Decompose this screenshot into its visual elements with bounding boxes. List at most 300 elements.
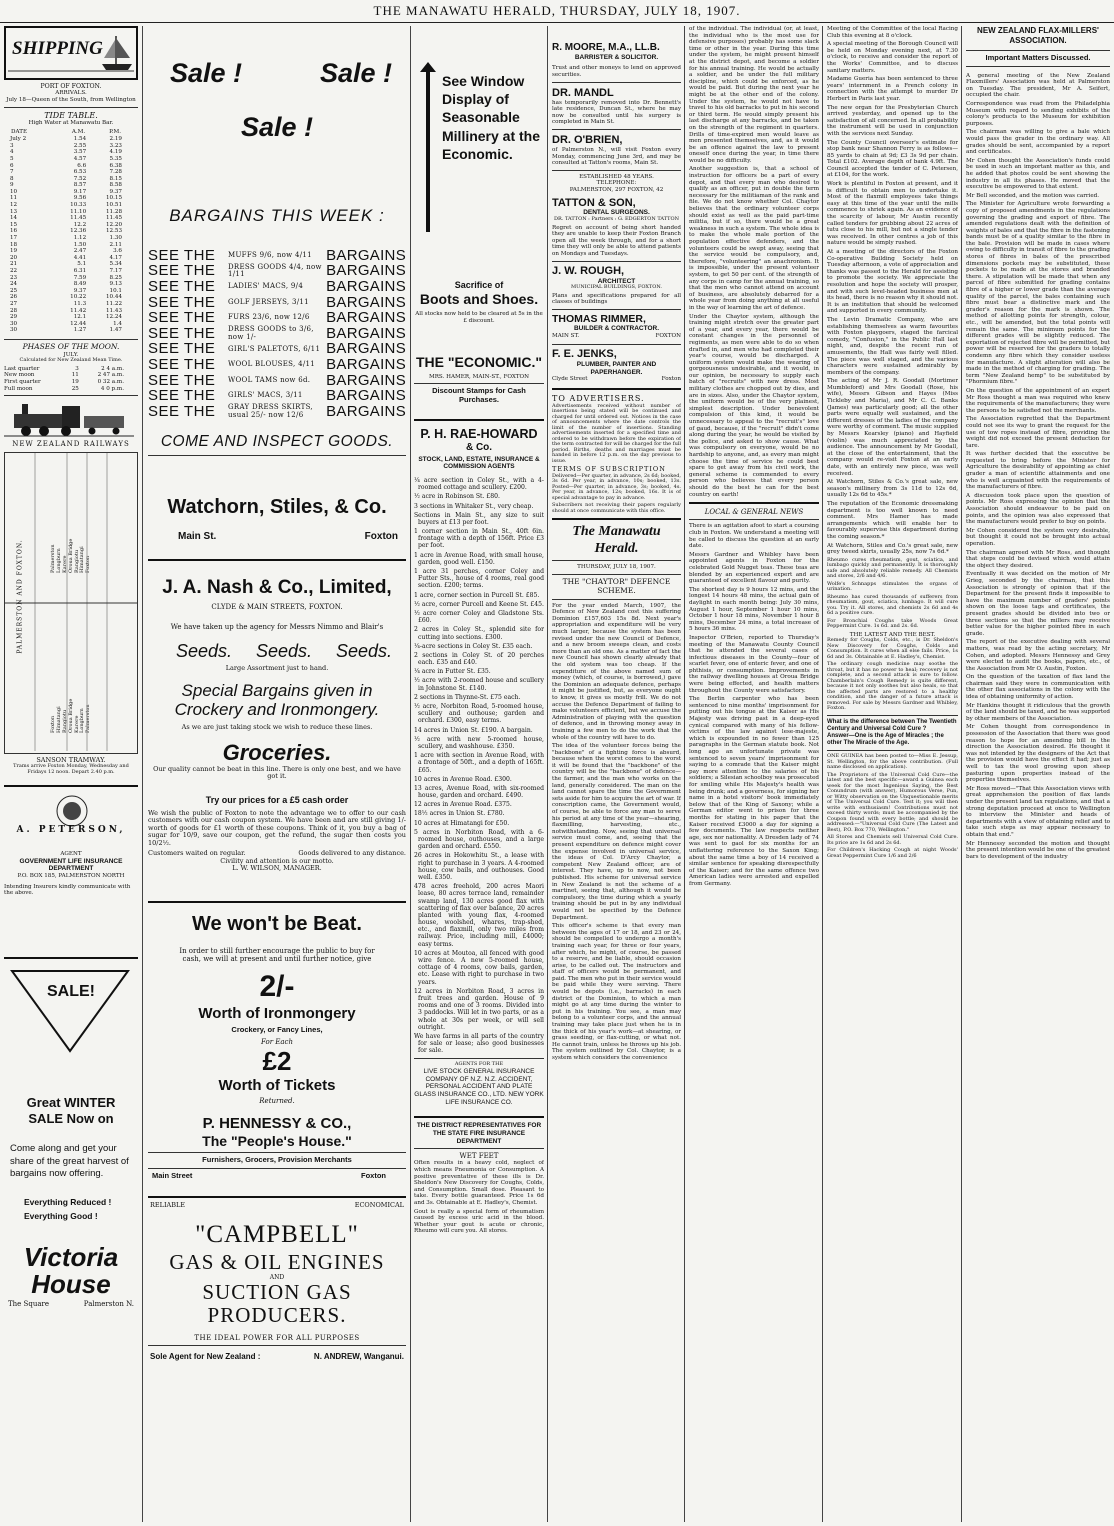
station-name: Longburn (79, 707, 86, 733)
tide-cell: 12.53 (105, 228, 122, 235)
moon-cell: Last quarter (4, 365, 40, 372)
flax-paragraph: Mr Cohen considered the system very desirable, but thought it could not be brought into actual operation. (966, 527, 1110, 547)
tide-row (10, 202, 122, 209)
sanson-tramway-title: SANSON TRAMWAY. (36, 755, 106, 764)
hennessy-town: Foxton (361, 1171, 386, 1181)
railways-title: NEW ZEALAND RAILWAYS (12, 440, 130, 449)
flaxmillers-subtitle: Important Matters Discussed. (985, 52, 1091, 62)
property-listing: 26 acres in Hokowhitu St., a lease with right to purchase in 3 years. A 4-roomed house, cow bails, and outhouses. Good well. £350. (414, 852, 544, 881)
tide-cell: 3 (10, 142, 14, 149)
tide-cell: 7.52 (73, 175, 87, 182)
tide-cell: 4.17 (109, 254, 122, 261)
editorial-paragraph: of the individual. The individual (or, at least, the individual who is the most use for defensive purposes) probably has some slack time or other in the year. During this time under the system, he might present himself at the district depot, and become a soldier for his annual training. He would be actually a soldier, and be under the full military discipline, which could be enforced, as he would be paid. But during the next year he might be at the other end of the colony. Under the system, he would not have to travel to his old barracks to put in his second or third term. He would simply present his last discharge at any barracks, and be taken on the strength of the regiment in quarters. Drills of time-expired men would leave as men presented themselves, and, as it would be an offence against the law to present oneself once during the year, in time there would be no difficulty. (689, 26, 819, 164)
bargain-list (148, 248, 406, 420)
tide-cell: 2.47 (73, 248, 87, 255)
flax-paragraph: The report of the executive dealing with several matters, was read by the acting secretary, Mr Cohen, and adopted. Messrs Hennessy and Grey were elected to audit the books, papers, etc., of the Association from Mr O. Austin, Foxton. (966, 639, 1110, 672)
herald-nameplate: The Manawatu Herald. (572, 524, 661, 556)
latest-best-title: THE LATEST AND THE BEST. (849, 631, 936, 638)
advert-paragraph: For Bronchial Coughs take Woods Great Peppermint Cure. 1s 6d. and 2s. 6d. (827, 617, 958, 630)
victoria-town: Palmerston N. (83, 1300, 134, 1309)
tide-cell: 10.15 (105, 195, 122, 202)
bargain-row (148, 373, 406, 389)
come-inspect-text: COME AND INSPECT GOODS. (160, 433, 394, 451)
flaxmillers-title: NEW ZEALAND FLAX-MILLERS' ASSOCIATION. (977, 26, 1099, 46)
tide-cell: 5.35 (109, 155, 122, 162)
news-paragraph: At Watchorn, Stiles & Co.'s great sale, new season's millinery from 3s 11d to 12s 6d, usually 12s 6d to 45s.* (827, 479, 958, 499)
station-name: Himatangi (79, 545, 86, 573)
tide-cell: 10.44 (105, 294, 122, 301)
chaytor-title: THE "CHAYTOR" DEFENCE SCHEME. (562, 576, 671, 595)
cold-cure-answer: Answer—One is the Age of Miracles ; the other The Miracle of the Age. (827, 732, 944, 747)
column-rule (547, 26, 548, 1522)
see-the-label: SEE THE (148, 356, 216, 374)
tide-row (10, 314, 122, 321)
reliable-label: RELIABLE (150, 1201, 186, 1210)
rae-howard-name: P. H. RAE-HOWARD (420, 427, 538, 442)
bargain-row (148, 404, 406, 420)
property-listing: ½ acre corner Coley and Gladstone Sts. £60. (414, 609, 544, 625)
rimmer-name: THOMAS RIMMER, (552, 312, 646, 325)
news-paragraph: The shortest day is 9 hours 12 mins, and the longest 14 hours 48 mins, the actual gain of daylight in each month being: July 30 mins, August 1 hour, September 1 hour 10 mins, October 1 hour 18 mins, November 1 hour 8 mins, December 24 mins, a total increase of 5 hours 36 mins. (689, 586, 819, 633)
property-listing: 14 acres in Union St. £190. A bargain. (414, 726, 533, 734)
property-listing: ½ acre in Robinson St. £80. (414, 493, 500, 501)
news-paragraph: There is an agitation afoot to start a coursing club in Foxton. We understand a meeting will be called to discuss the question at an early date. (689, 523, 819, 550)
property-listing: 2 acres in Coley St., splendid site for cutting into sections. £300. (414, 626, 544, 641)
winter-sale-title: Great WINTER SALE Now on (26, 1094, 116, 1127)
tide-row (10, 209, 122, 216)
tide-cell: 20 (10, 254, 18, 261)
tide-cell: 1.27 (73, 327, 87, 334)
flax-paragraph: The Minister for Agriculture wrote forwarding a copy of proposed amendments in the regulations governing the grading and export of fibre. The amended regulations dealt with the definition of weights of bales and that the fibre in the fastening bands must be of a quality similar to the fibre in the bale. Provision will be made in cases where owing to difficulty in transit of fibre to the grading stores of fibres in bales of the prescribed dimensions pockets may be substituted, these pockets to be made at the stores and branded there. A stipulation will be made that when any parcel of fibre submitted for grading contains fibre of a higher or lower grade than the average quality of the parcel, the bales containing such fibre must bear a distinctive mark and the grader's reason for the mark is shown. The method of allotting points for strength, colour, etc., will be amended, but the total points will remain the same. The minimum points for the different grades will be slightly reduced. The exportation of rejected fibre will be permitted, but power will be reserved for the graders to totally condemn any fibre which they consider useless for manufacture. A slight alteration will also be made in the method of charging for grading. The term "New Zealand hemp" to be substituted by "Phormium fibre." (966, 201, 1110, 386)
moon-cell: New moon (4, 372, 35, 379)
moore-name: R. MOORE, M.A., LL.B. (552, 42, 660, 53)
tide-cell: 11 (10, 195, 18, 202)
window-display-text: See Window Display of Seasonable Millinery at the Economic. (442, 73, 541, 162)
jenks-street: Clyde Street (552, 376, 588, 383)
property-listing: 5 acres in Norbiton Road, with a 6-roomed house, outhouses, and a large garden and orchard. £550. (414, 828, 544, 851)
flax-paragraph: Mr Hennessy seconded the motion and thought the present intention would be one of the greatest bars to development of the industry (966, 840, 1110, 860)
column-rule (410, 26, 411, 1522)
editorial-paragraph: Under the Chaytor system, although the training might stretch over the greater part of a year, and every year, there would be constant changes in the personnel of regiments, as men were able to do so when drafted in, and men who had completed their year's course, would be discharged. A uniform system would make the wearing of gorgeousness undesirable, and it would, in our opinion, be necessary to supply each batch of "recruits" with new dress. Most military clothes are chopped out by dies, and are in sizes. Also, under the Chaytor system, the uniform would be of the very plainest, simplest description. Under benevolent compulsion of this kind, it would be unnecessary to appeal to the "recruit's" love of gaud, because, if the "recruit" didn't come along during the year, he would be visited by the police, and asked to show cause. What was compulsory on everyone, would be no hardship to anyone, and, as every man might choose the time of service he could best spare to get away from his civil work, the general scheme is commended to every person who believes that every person should do the best he can for the best country on earth! (689, 313, 819, 498)
tide-cell: 9.13 (109, 281, 122, 288)
seeds-3: Seeds. (336, 641, 393, 662)
tide-cell: 7.28 (109, 169, 122, 176)
see-the-label: SEE THE (148, 293, 216, 311)
rae-howard-co: & Co. (465, 441, 493, 453)
shipping-banner (4, 26, 138, 80)
agents-list: LIVE STOCK GENERAL INSURANCE COMPANY OF N.Z. N.Z. ACCIDENT, PERSONAL ACCIDENT AND PLATE GLASS INSURANCE CO., LTD. NEW YORK LIFE INSURANCE CO. (414, 1067, 544, 1106)
property-listing: ½ acre, Norbiton Road, 5-roomed house, scullery and outhouse; garden and orchard. £300, easy terms. (414, 703, 544, 725)
moon-cell: 25 (71, 385, 79, 392)
tide-row (10, 136, 122, 143)
tide-cell: 6.6 (77, 162, 87, 169)
wet-feet-text: Often results in a heavy cold, neglect of which means Pneumonia or Consumption. A positive preventative of these ills is Dr. Sheldon's New Discovery for Coughs, Colds, and Consumption. Small dose. Pleasant to take. Every bottle guaranteed. Price 1s 6d and 3s. Obtainable at E. Hadley's, Chemist. (414, 1160, 544, 1207)
flax-paragraph: A discussion took place upon the question of points. Mr Ross expressing the opinion that the Association should endeavour to be paid on points, and the opinion was also expressed that the manufacturers would prefer to buy on points. (966, 492, 1110, 526)
telephone-numbers: PALMERSTON, 297 FOXTON, 42 (569, 186, 664, 193)
tide-cell: 10.22 (70, 294, 87, 301)
see-the-label: SEE THE (148, 309, 216, 327)
see-the-label: SEE THE (148, 262, 216, 280)
flax-paragraph: Mr Ross moved—"That this Association views with great apprehension the position of flax lands under the present land tax regulations, and that a strong deputation proceed at once to Wellington to interview the Minister and heads of departments with a view of obtaining relief and to take such steps as may appear necessary to obtain that end." (966, 785, 1110, 838)
tide-cell: 27 (10, 300, 18, 307)
property-listing: 13 acres, Avenue Road, with six-roomed house, garden and orchard. £490. (414, 784, 544, 800)
property-listings (414, 477, 544, 1055)
column-shipping-rail (4, 26, 138, 1524)
chaytor-paragraph: The idea of the volunteer forces being the "backbone" of a fighting force is absurd, because when the worst comes to the worst it will be found that the "backbone" of the country will be the "backbone" of defence—the farmer, and the man who works on the land, generally considered. The man on the land cannot spare the time the Government sets aside for him to acquire the art of war. If conscription came, the Government would, of course, be able to force any man to serve his period at any time of the year—shearing, flaxmilling, harvesting, etc., notwithstanding. Now, seeing that universal service must come, and, seeing that the present expenditure on defence might cover the expense involved in universal service, the ideas of Col. D'Arcy Chaytor, a competent New Zealand officer, are of interest. They have, up to now, not been published. His scheme for universal service in New Zealand is not the scheme of a martinet, seeing that, although it would be compulsory, the time during which a yearly training should be put in by any individual would not be specified by the Defence Department. (552, 743, 681, 921)
tide-cell: 8.15 (109, 175, 122, 182)
tide-cell: 29 (10, 314, 18, 321)
arrow-icon (418, 62, 438, 242)
victoria-house-logo: Victoria House (23, 1241, 119, 1299)
rough-role: ARCHITECT (597, 277, 636, 285)
tide-cell: 10.1 (109, 287, 122, 294)
local-news-title: LOCAL & GENERAL NEWS (704, 508, 804, 517)
tide-cell: 11.45 (70, 215, 87, 222)
tide-cell: 6.31 (73, 268, 87, 274)
tide-cell: 5 (10, 155, 14, 162)
bargains-label: BARGAINS (326, 246, 406, 264)
property-listing: 1 acre, corner section in Purcell St. £85. (414, 591, 540, 599)
try-prices-heading: Try our prices for a £5 cash order (205, 794, 349, 805)
tide-cell: 2.11 (109, 241, 122, 248)
rae-howard-sub: STOCK, LAND, ESTATE, INSURANCE & COMMISSION AGENTS (418, 455, 540, 471)
tide-row (10, 149, 122, 156)
moon-phases-title: PHASES OF THE MOON. (22, 341, 120, 351)
flax-paragraph: The Association regretted that the Department could not see its way to grant the request for the use of tow ropes instead of fibre, providing the weight did not exceed the present deduction for tare. (966, 416, 1110, 449)
moon-row (4, 372, 124, 379)
furnishers-text: Furnishers, Grocers, Provision Merchants (202, 1155, 352, 1165)
tide-cell: 1.30 (109, 235, 122, 242)
rough-text: Plans and specifications prepared for all classes of buildings (552, 292, 681, 306)
tatton-partners: DR. TATTON : Partners : G. EDGERTON TATTON (554, 216, 679, 223)
advert-paragraph: All Stores and Chemists sell Universal Cold Cure. Its price are 1s 6d and 2s 6d. (827, 834, 958, 846)
moon-month: JULY. (63, 351, 79, 358)
sale-heading-3: Sale ! (240, 112, 314, 142)
advert-paragraph: The Proprietors of the Universal Cold Cure—the latest and the best specific—award a Guinea each week for the most Ingenious Saying, the Best Conundrum (with answer), Humorous Verse, Pun, or Witty observation on the Unquestionable merits of The Universal Cold Cure. Test it; you will then write with enthusiasm! Contributions must not exceed thirty words; must be accompanied by the Coupon found with every bottle; and should be addressed:—"Universal Cold Cure (The Latest and Best), P.O. Box 770, Wellington." (827, 771, 958, 833)
wont-be-beat: We won't be Beat. (192, 913, 362, 936)
tide-cell: 4.57 (73, 155, 87, 162)
see-the-label: SEE THE (148, 402, 216, 420)
tide-header-cell: A.M. (71, 128, 86, 135)
mandl-name: DR. MANDL (552, 86, 614, 99)
property-listing: ¼-acre sections in Coley St. £35 each. (414, 642, 533, 650)
tide-cell: 6.38 (109, 162, 122, 169)
timetable-grid (5, 453, 137, 751)
tide-cell: 5.34 (109, 261, 122, 268)
jenks-name: F. E. JENKS, (552, 347, 617, 360)
sale-badge-text: SALE! (47, 982, 95, 1000)
tide-cell: 12.36 (70, 228, 87, 235)
tide-cell: 2.19 (109, 136, 122, 143)
tide-cell: 9.37 (109, 188, 122, 195)
rough-name: J. W. ROUGH, (552, 264, 625, 277)
peterson-name: A. PETERSON, (16, 825, 126, 836)
tide-row (10, 261, 122, 268)
tide-cell: 9.56 (73, 195, 87, 202)
bargain-item: MUFFS 9/6, now 4/11 (228, 251, 312, 260)
tide-row (10, 182, 122, 189)
editorial-paragraph: Another suggestion is, that a school of instruction for officers be a part of every depot, and that every man who desired to qualify as an officer, put in double the term necessary for the militiaman of the rank and file. We do not know whether Col. Chaytor believes that the ordinary volunteer corps should exist as well as the paid part-time militia, but if so, there would be a great weakness in such a system. The whole idea is to make the whole male portion of the population effective defenders, and the volunteers could be swept away, seeing that the service would be compulsory, and, therefore, "volunteering" an anachronism. It is impossible, under the present volunteer system, to get 50 per cent. of the strength of any corps in camp for the annual training, so that the men who cannot attend on account of business, are absolutely debarred for a whole year from doing anything at all useful in the way of learning the art of defence. (689, 166, 819, 311)
sacrifice-label: Sacrifice of (454, 280, 504, 290)
district-representatives: THE DISTRICT REPRESENTATIVES FOR THE STATE FIRE INSURANCE DEPARTMENT (416, 1122, 542, 1145)
tide-cell: 11.43 (105, 307, 122, 314)
tide-cell: 9 (10, 182, 14, 189)
moon-cell: 0 32 a.m. (97, 379, 124, 386)
property-listing: Sections in Main St., any size to suit buyers at £13 per foot. (414, 511, 544, 526)
tide-cell: 25 (10, 287, 18, 294)
established-text: ESTABLISHED 48 YEARS. (579, 173, 654, 180)
moore-role: BARRISTER & SOLICITOR. (574, 53, 659, 61)
tide-cell: 11.3 (73, 300, 87, 307)
gout-text: Gout is really a special form of rheumatism caused by excess uric acid in the blood. Whether your gout is acute or chronic, Rheumo will cure you. All stores. (414, 1208, 544, 1235)
bargains-label: BARGAINS (326, 387, 406, 405)
see-the-label: SEE THE (148, 371, 216, 389)
obrien-name: DR. O'BRIEN, (552, 133, 623, 146)
property-listing: ½ acre with 2-roomed house and scullery in Johnstone St. £140. (414, 677, 544, 692)
advert-paragraph: Rheumo has cured thousands of sufferers from rheumatism, gout, sciatica, lumbago. It will cure you. Try it. All stores, and chemists 2s 6d and 4s 6d a positive cure. (827, 593, 958, 617)
see-the-label: SEE THE (148, 246, 216, 264)
bargain-row (148, 264, 406, 280)
tide-cell: 16 (10, 228, 18, 235)
bargain-item: GRAY DRESS SKIRTS, usual 25/- now 12/6 (228, 403, 313, 419)
bargains-title: BARGAINS THIS WEEK : (169, 205, 385, 225)
tide-header-cell: P.M. (109, 128, 121, 135)
dental-surgeons: DENTAL SURGEONS. (583, 209, 650, 217)
tide-row (10, 255, 122, 262)
tide-cell: 19 (10, 248, 18, 255)
tide-cell: 13 (10, 208, 18, 215)
boots-text: All stocks now held to be cleared at 5s in the £ discount. (415, 311, 543, 324)
column-rule (822, 26, 823, 1522)
flax-paragraph: Correspondence was read from the Philadelphia Museum with regard to sending exhibits of the colony's products to the Museum for exhibition purposes. (966, 101, 1110, 127)
tide-cell: 22 (10, 268, 18, 274)
tide-row (10, 215, 122, 222)
bargain-row (148, 341, 406, 357)
tide-row (10, 156, 122, 163)
sale-triangle-icon (4, 967, 136, 1055)
tide-cell: 4.19 (109, 149, 122, 156)
tide-row (10, 242, 122, 249)
tide-cell: 8.25 (109, 274, 122, 281)
gas-oil-engines: GAS & OIL ENGINES (169, 1249, 385, 1274)
bargain-item: WOOL BLOUSES, 4/11 (228, 360, 315, 369)
tide-cell: 3.57 (73, 149, 87, 156)
news-paragraph: Messrs Gardner and Whibley have been appointed agents in Foxton for the celebrated Gold Nugget teas. These teas are blended by an experienced expert and are guaranteed of excellent flavour and purity. (689, 551, 819, 585)
special-bargains-sub: As we are just taking stock we wish to reduce these lines. (181, 722, 373, 731)
moon-row (4, 379, 124, 386)
subscription-text: Delivered—Per quarter, in advance, 2s 6d; booked, 3s 6d. Per year, in advance, 10s; booked, 13s. Posted—Per quarter, in advance, 3s; booked, 4s. Per year, in advance, 12s; booked, 16s. It is of special advantage to pay in advance. (552, 472, 681, 501)
and-text: AND (269, 1274, 285, 1282)
delivered-text: Goods delivered to any distance. (298, 848, 406, 857)
moon-table (4, 366, 124, 392)
tide-row (10, 169, 122, 176)
rimmer-street: MAIN ST. (552, 332, 580, 339)
tide-row (10, 189, 122, 196)
try-prices-text: We wish the public of Foxton to note the advantage we to offer to our cash customers with our cash coupon system. We have been and are still giving 1/- worth of goods for £1 worth of these coupons. Think of it, you buy a bag of sugar for 10/9, save our coupon, get the refund, the sugar then costs you 10/2½. (148, 808, 406, 848)
port-heading: PORT OF FOXTON. (40, 83, 102, 90)
rough-address: MUNICIPAL BUILDINGS, FOXTON. (571, 284, 662, 291)
tide-row (10, 176, 122, 183)
station-name: Karere (61, 555, 68, 573)
tide-cell: 7 (10, 169, 14, 176)
property-listing: ¼ acre section in Coley St., with a 4-roomed cottage and scullery. £200. (414, 476, 544, 492)
tide-cell: 24 (10, 281, 18, 288)
sale-badge (4, 967, 138, 1057)
tatton-name: TATTON & SON, (552, 196, 636, 209)
returned-text: Returned. (259, 1096, 295, 1105)
manager-text: L. W. WILSON, MANAGER. (232, 864, 322, 873)
tide-cell: 1.12 (73, 235, 87, 242)
property-listing: We have farms in all parts of the country for sale or lease; also good businesses for sale. (414, 1032, 544, 1055)
station-name: Karere (73, 715, 80, 733)
moon-row (4, 366, 124, 373)
tide-cell: 9.37 (73, 287, 87, 294)
tide-cell: 1.47 (109, 327, 122, 334)
tide-row (10, 327, 122, 334)
advert-paragraph: For Children's Hacking Cough at night Woods' Great Peppermint Cure 1/6 and 2/6 (827, 847, 958, 859)
tide-row (10, 294, 122, 301)
news-paragraph: Work is plentiful in Foxton at present, and it is difficult to obtain men to undertake it. Most of the flaxmill employees take things easy at this time of the year until the mills commence to shriek again. As an evidence of the scarcity of labour, Mr Austin recently called tenders for grubbing about 22 acres of tutu close to his mill, but not a single tender was received. In other centres a job of this nature would be simply rushed. (827, 181, 958, 247)
advertisers-heading: TO ADVERTISERS. (552, 394, 645, 404)
for-each-text: For Each (261, 1038, 293, 1047)
flax-paragraph: The chairman was willing to give a bale which would pass the grader in the ordinary way. All grades should be sent, accompanied by a report and certificates. (966, 129, 1110, 156)
property-listing: 10 acres at Moutoa, all fenced with good wire fence. A new 5-roomed house, cottage of 4 rooms, cow bails, garden, etc. Lease with right to purchase in two years. (414, 949, 544, 986)
tide-table-subtitle: High Water at Manawatu Bar. (28, 119, 114, 126)
moon-cell: 2 47 a.m. (97, 372, 124, 379)
tide-cell: 4.41 (73, 254, 87, 261)
wet-feet-heading: WET FEET (459, 1152, 499, 1161)
subscribers-note: Subscribers not receiving their papers regularly should at once communicate with this office. (552, 502, 681, 514)
seeds-1: Seeds. (176, 641, 233, 662)
groceries-heading: Groceries. (222, 739, 332, 765)
bargain-item: GIRL'S PALETOTS, 6/11 (228, 344, 321, 353)
tide-cell: 17 (10, 235, 18, 242)
tide-row (10, 288, 122, 295)
tide-cell: 1.4 (113, 320, 122, 327)
tide-row (10, 308, 122, 315)
nash-address: CLYDE & MAIN STREETS, FOXTON. (211, 602, 343, 611)
tide-table (10, 128, 122, 334)
sanson-tramway-text: Trams arrive Foxton Monday, Wednesday and Fridays 12 noon. Depart 2.40 p.m. (13, 763, 129, 775)
flax-paragraph: Eventually it was decided on the motion of Mr Grieg, seconded by the chairman, that this Association is strongly of opinion that if the Department for the present finds it impossible to have the maximum number of graders' points shown on the loose tags and certificates, the present grades should be divided into two or three sections so that the millers may receive better value for the higher pointed fibre in each grade. (966, 571, 1110, 637)
flax-paragraph: Mr Bell seconded, and the motion was carried. (966, 192, 1100, 199)
suction-gas-producers: SUCTION GAS PRODUCERS. (202, 1280, 352, 1328)
bargains-label: BARGAINS (326, 371, 406, 389)
news-paragraph: Inspector O'Brien, reported to Thursday's meeting of the Manawatu County Council that he attended the several cases of infectious diseases in the County—four of scarlet fever, one of enteric fever, and one of phthisis, or consumption. Improvements in the railway dwelling houses at Oroua Bridge were being effected, and health matters throughout the County were satisfactory. (689, 634, 819, 694)
property-listing: 1 acre in Avenue Road, with small house, garden, good well. £150. (414, 551, 544, 566)
column-economic-rae (414, 26, 544, 1524)
chaytor-paragraph: For the year ended March, 1907, the Defence of New Zealand cost this suffering Dominion £157,603 15s 8d. Next year's appropriation and expenditure will be very much larger, because the system has been revised under the new Council of Defence, and a new broom sweeps clean, and costs more than an old one. As a matter of fact the new Council has shown clearly already that the old system was too cheap. If the expenditure of the above named sum of money (which, of course, is borrowed,) gave the Dominion an adequate defence, perhaps it might be justified, but, as everyone ought to know, it gives us mostly frill. We do not accuse the Defence Department of failing to make volunteers efficient, but we accuse the Administration of playing with the question of defence, and in throwing money away in training a few men to do the work that the whole of the country will have to do. (552, 602, 681, 741)
tide-cell: 11.28 (105, 208, 122, 215)
two-shillings: 2/- (259, 970, 295, 1004)
moon-cell: 2 4 a.m. (101, 365, 124, 372)
flax-paragraph: Mr Cohen thought from correspondence in possession of the Association that there was good reason to hope for an amending bill in the direction the Association desired. He thought it was not intended by the designers of the Act that the provision would have the effect it had; just as well to tax the wool growing upon sheep pasturing upon properties instead of the properties themselves. (966, 724, 1110, 784)
hamer-address: MRS. HAMER, MAIN-ST., FOXTON (428, 373, 530, 380)
bargain-row (148, 310, 406, 326)
bargains-label: BARGAINS (326, 402, 406, 420)
tide-cell: 23 (10, 274, 18, 281)
assortment-text: Large Assortment just to hand. (225, 664, 329, 673)
tide-row (10, 301, 122, 308)
chaytor-paragraph: This officer's scheme is that every man between the ages of 17 or 18, and 23 or 24, should be compelled to undergo a month's training each year, for three or four years, after which, he might, of course, be passed to a reserve, and be liable, should occasion arise, to be called out. The instructors and staff of officers would be permanent, and paid. The men who put in their service would be paid while they were serving. There would be depots (i.e., barracks) in each district of the Dominion, to which a man might go at any time during the winter to put in his training. You see, a man may belong to a volunteer corps, and the annual training may take place just when he is in the thick of his year's work—at shearing, or grass seeding, or flax-cutting, or what not. He cannot train, unless he throws up his job. The system outlined by Col. Chaytor, is a system which considers the convenience (552, 923, 681, 1062)
telephone-label: TELEPHONE: (596, 180, 637, 187)
sole-agent-label: Sole Agent for New Zealand : (150, 1351, 261, 1361)
tide-row (10, 281, 122, 288)
bargains-label: BARGAINS (326, 356, 406, 374)
crockery-text: Crockery, or Fancy Lines, (231, 1025, 323, 1035)
ideal-power: THE IDEAL POWER FOR ALL PURPOSES (194, 1333, 360, 1342)
bargain-item: LADIES' MACS, 9/4 (228, 282, 304, 291)
tide-cell: 15 (10, 221, 18, 228)
tide-cell: 1.54 (73, 136, 87, 143)
cold-cure-question: What is the difference between The Twentieth Century and Universal Cold Cure ? (827, 718, 957, 732)
news-paragraph: The County Council overseer's estimate for stop bank near Shannon Ferry is as follows—85 yards to chain at 9d; £3 3s 9d per chain. Total £102. Average depth of bank 4.9ft. The Council accepted the tender of C. Petersen, at £104, for the work. (827, 139, 958, 179)
tide-cell: 10 (10, 188, 18, 195)
masthead: THE MANAWATU HERALD, THURSDAY, JULY 18, 1907. (0, 0, 1114, 23)
station-name: Rangiotu (61, 709, 68, 733)
peterson-text: Intending Insurers kindly communicate with the above. (4, 883, 131, 897)
tide-cell: 4 (10, 149, 14, 156)
tide-table-title: TIDE TABLE. (44, 110, 98, 120)
tide-cell: 12.1 (73, 314, 87, 321)
flax-paragraph: It was further decided that the executive be requested to bring before the Minister for Agriculture the desirability of appointing as chief grader a man of scientific attainments and one who is well acquainted with the requirements of the manufacturers of fibre. (966, 451, 1110, 491)
station-name: Foxton (50, 715, 56, 733)
station-name: Oroua Bridge (67, 698, 74, 733)
moon-cell: 11 (71, 372, 79, 379)
moore-text: Trust and other moneys to lend on approved securities. (552, 65, 681, 79)
moon-cell: 4 0 p.m. (100, 385, 124, 392)
window-display-ad (414, 62, 544, 276)
bargain-item: GOLF JERSEYS, 3/11 (228, 297, 309, 306)
jenks-town: Foxton (661, 376, 681, 383)
tide-row (10, 222, 122, 229)
flax-paragraph: Mr Cohen thought the Association's funds could be used in such an important matter as this, and he added that photos could be sent showing the industry in all its phases. He moved that the executive be empowered to that extent. (966, 157, 1110, 191)
news-paragraph: The Berlin carpenter who has been sentenced to nine months' imprisonment for putting out his tongue at the Kaiser as His Majesty was driving past in a deep-eyed cynical compared with many of his fellow-victims of the law against lese-majeste, which is expounded in no fewer than 125 paragraphs in the German statute book. Not long ago an unfortunate private was sentenced to seven years' imprisonment for saying to a comrade that the Kaiser might pay more attention to the salaries of his soldiers; a Silesian schoolboy was prosecuted for smiling while His Majesty's health was being drunk; and a governess, for signing her name in a hotel visitors' book immediately below that of the King of Saxony; while a German editor went to prison for three months for stating in his paper that the Kaiser received £3000 a day for signing a few documents. The law respects neither age, sex nor nationality. A Dresden lady of 74 was sent to gaol for six months for an unflattering reference to the Saxon King; about the same time a boy of 14 received a similar sentence for speaking disrespectfully of the Kaiser; and for the same offence two American ladies were arrested and expelled from Germany. (689, 696, 819, 887)
two-pounds: £2 (262, 1046, 292, 1077)
tide-cell: 12 (10, 202, 18, 209)
rimmer-role: BUILDER & CONTRACTOR. (573, 325, 660, 333)
see-the-label: SEE THE (148, 340, 216, 358)
tide-cell: 30 (10, 327, 18, 334)
hennessy-street: Main Street (152, 1171, 193, 1181)
arrivals-heading: ARRIVALS. (55, 90, 87, 97)
bargain-row (148, 295, 406, 311)
tatton-text: Regret on account of being short handed they are unable to keep their Foxton Branch open all the week through, and for a short time they will only be able to attend patients on Mondays and Tuesdays. (552, 224, 681, 258)
sale-heading-1: Sale ! (170, 58, 243, 88)
watchorn-street: Main St. (178, 531, 217, 543)
civility-text: Civility and attention is our motto. (220, 856, 334, 865)
column-rule (961, 26, 962, 1522)
see-the-label: SEE THE (148, 324, 216, 342)
flax-paragraph: On the question of the appointment of an expert Mr Ross thought a man was required who knew the requirements of the manufacturers; they were the persons to be satisfied not the merchants. (966, 387, 1110, 414)
customers-text: Customers waited on regular. (148, 848, 246, 857)
arrival-entry: July 18—Queen of the South, from Wellington (6, 96, 136, 103)
station-name: Longburn (55, 547, 62, 573)
guinea-notice: ONE GUINEA has been posted to—Miss E. Jessup, St. Wellington, for the above contribution. (Full name disclosed on application). (827, 753, 958, 771)
herald-date: THURSDAY, JULY 18, 1907. (577, 564, 656, 571)
nash-company-name: J. A. Nash & Co., Limited, (162, 577, 392, 599)
railway-timetable (4, 452, 138, 754)
station-name: Oroua Bridge (67, 538, 74, 573)
tide-cell: 21 (10, 261, 18, 268)
tide-row (10, 143, 122, 150)
peterson-role: AGENT (60, 851, 82, 858)
tide-cell: 10.51 (105, 202, 122, 209)
property-listing: 478 acres freehold, 200 acres Maori lease, 80 acres terrace land, remainder swamp land, 130 acres good flax with scattering of flax over balance, 20 acres planted with young flax, 4-roomed house, woolshed, whares, trap-shed, etc., and flaxmill, only two miles from railway. Price, including mill, £4000; easy terms. (414, 883, 544, 948)
subscription-heading: TERMS OF SUBSCRIPTION (552, 465, 666, 474)
property-listing: 1 acre 31 perches, corner Coley and Futter Sts., house of 4 rooms, real good section. £200; terms. (414, 568, 544, 590)
latest-best-text: Remedy for Coughs, Colds, etc., is Dr. Sheldon's New Discovery for Coughs, Colds and Consumption. It cures when all else fails. Price, 1s 6d and 3s. Obtainable at E. Hadley's, Chemist. (827, 637, 958, 660)
